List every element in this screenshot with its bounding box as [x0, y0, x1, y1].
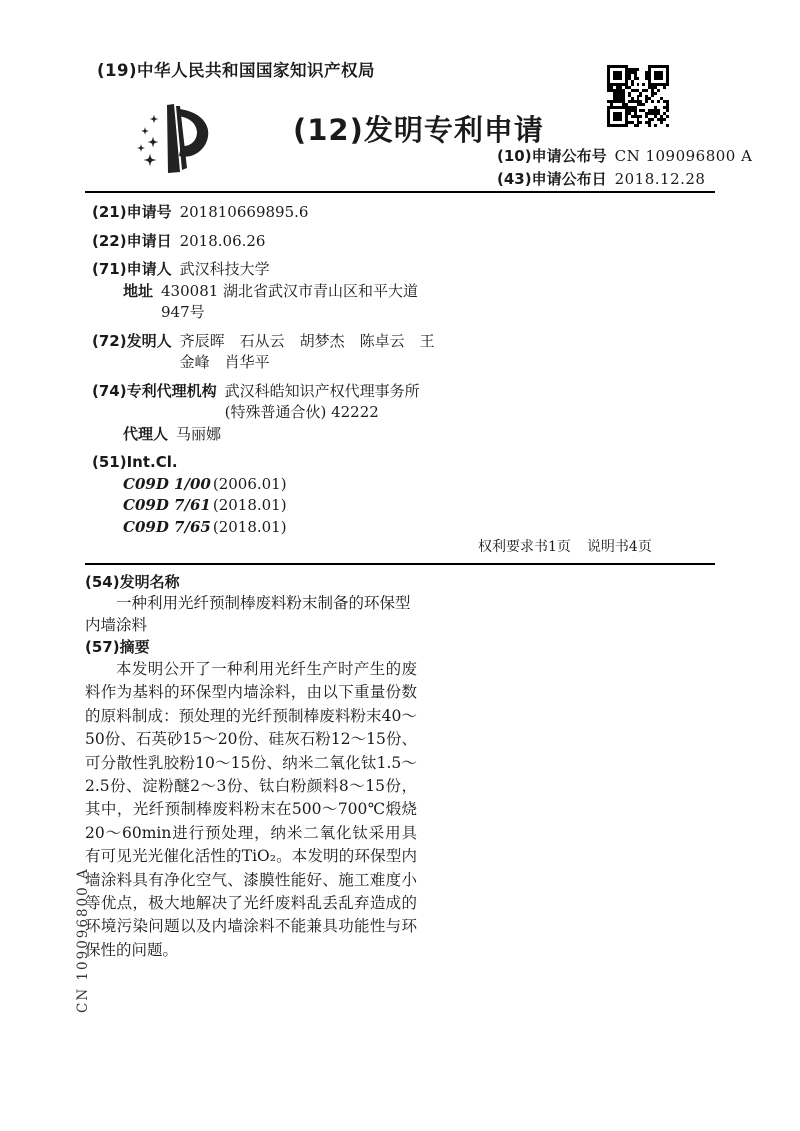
inventors-entry [92, 331, 460, 374]
section-divider [85, 563, 715, 565]
application-number-value: 201810669895.6 [179, 203, 309, 221]
applicant-entry [92, 259, 460, 324]
abstract-label: (57)摘要 [85, 638, 150, 656]
invention-title-label: (54)发明名称 [85, 573, 180, 591]
applicant-label: (71)申请人 [92, 260, 172, 278]
application-number-entry [92, 202, 460, 224]
bibliographic-column [92, 202, 460, 545]
title-and-abstract-section [85, 572, 423, 962]
applicant-value: 武汉科技大学 [179, 260, 270, 278]
int-cl-code: C09D 7/65 [123, 517, 211, 536]
int-cl-label: (51)Int.Cl. [92, 453, 178, 471]
publication-date-label: (43)申请公布日 [497, 170, 607, 188]
int-cl-version: (2018.01) [212, 517, 287, 536]
invention-title-text: 一种利用光纤预制棒废料粉末制备的环保型内墙涂料 [85, 594, 411, 634]
int-cl-item [123, 517, 460, 539]
issuing-office: (19)中华人民共和国国家知识产权局 [97, 61, 376, 80]
int-cl-item [123, 474, 460, 496]
document-type-title: (12)发明专利申请 [293, 113, 544, 147]
int-cl-item [123, 495, 460, 517]
address-value: 430081 湖北省武汉市青山区和平大道947号 [161, 281, 419, 321]
description-pages: 说明书4页 [586, 539, 652, 555]
application-date-entry [92, 231, 460, 253]
address-label: 地址 [123, 281, 154, 300]
application-date-label: (22)申请日 [92, 231, 172, 250]
publication-info [497, 145, 752, 191]
agency-value: 武汉科皓知识产权代理事务所(特殊普通合伙) 42222 [224, 381, 420, 421]
inventors-value: 齐辰晖 石从云 胡梦杰 陈卓云 王金峰 肖华平 [179, 331, 435, 371]
agent-value: 马丽娜 [176, 424, 222, 443]
publication-number-value: CN 109096800 A [614, 147, 753, 165]
publication-number-row [497, 145, 752, 168]
qr-code-icon [607, 65, 669, 127]
int-cl-code: C09D 1/00 [123, 474, 211, 493]
int-cl-code: C09D 7/61 [123, 496, 211, 514]
side-publication-code: CN 109096800 A [75, 867, 91, 1013]
int-cl-version: (2018.01) [212, 496, 287, 514]
int-cl-version: (2006.01) [212, 474, 287, 493]
application-number-label: (21)申请号 [92, 203, 172, 221]
int-cl-entry [92, 452, 460, 538]
page-counts-note [478, 536, 668, 556]
publication-date-value: 2018.12.28 [614, 170, 706, 188]
publication-date-row [497, 168, 752, 191]
agent-label: 代理人 [123, 424, 169, 443]
inventors-label: (72)发明人 [92, 331, 172, 350]
publication-number-label: (10)申请公布号 [497, 147, 607, 165]
claims-pages: 权利要求书1页 [478, 539, 571, 555]
agency-label: (74)专利代理机构 [92, 381, 217, 400]
agency-entry [92, 381, 460, 446]
cnipa-logo-icon [122, 99, 218, 179]
abstract-text: 本发明公开了一种利用光纤生产时产生的废料作为基料的环保型内墙涂料，由以下重量份数的原料制成：预处理的光纤预制棒废料粉末40～50份、石英砂15～20份、硅灰石粉12～15份、可分散性乳胶粉10～15份、纳米二氧化钛1.5～2.5份、淀粉醚2～3份、钛白粉颜料8～15份，其中，光纤预制棒废料粉末在500～700℃煅烧20～60min进行预处理，纳米二氧化钛采用具有可见光光催化活性的TiO₂。本发明的环保型内墙涂料具有净化空气、漆膜性能好、施工难度小等优点，极大地解决了光纤废料乱丢乱弃造成的环境污染问题以及内墙涂料不能兼具功能性与环保性的问题。 [85, 660, 417, 959]
application-date-value: 2018.06.26 [179, 231, 266, 250]
header-divider [85, 191, 715, 193]
